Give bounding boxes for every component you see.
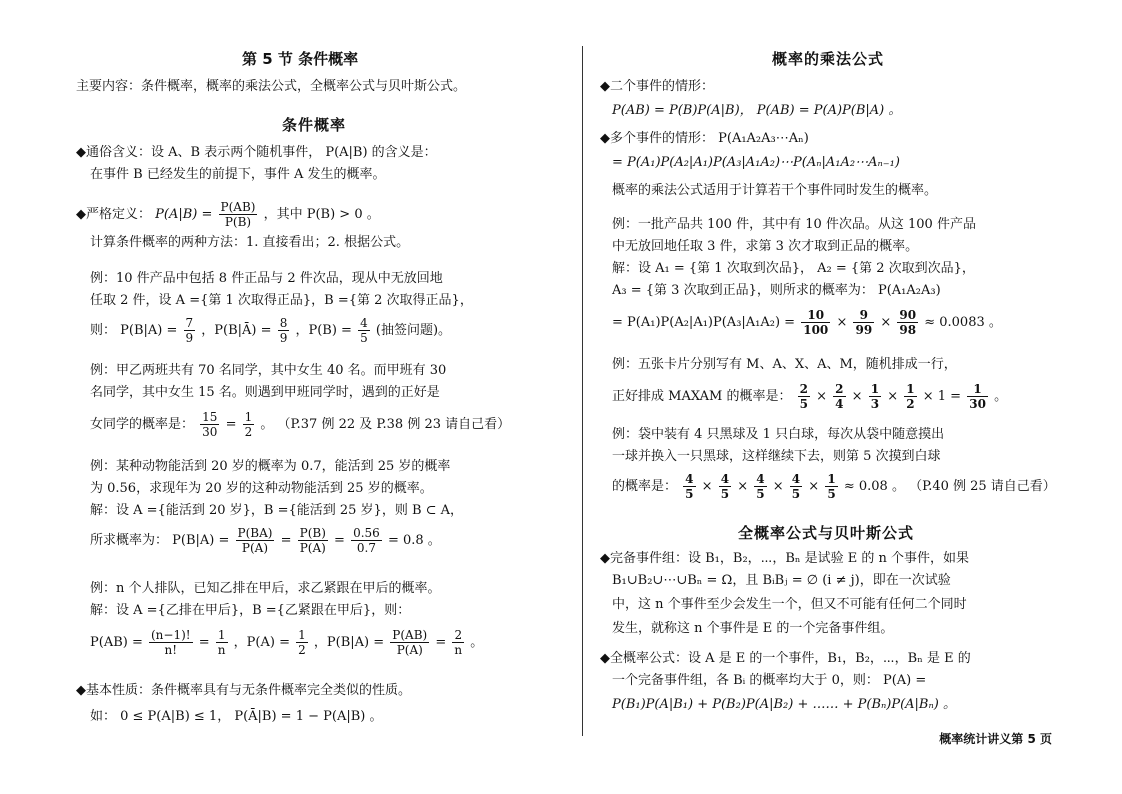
example4-line2: 解：设 A ={乙排在甲后}，B ={乙紧跟在甲后}，则： [90, 603, 411, 618]
example3-line3: 解：设 A ={能活到 20 岁}，B ={能活到 25 岁}，则 B ⊂ A， [90, 503, 464, 518]
example6-line2: 正好排成 MAXAM 的概率是： $\frac{2}{5}$ × $\frac{2}{4}$ × $\frac{1}{3}$ × $\frac{1}{2}$ × 1 = $\frac{1}{30}$ 。 [612, 382, 1008, 411]
total-prob-title: 全概率公式与贝叶斯公式 [738, 524, 915, 542]
example1-line2: 任取 2 件，设 A ={第 1 次取得正品}，B ={第 2 次取得正品}， [90, 293, 473, 308]
total-prob-2: 一个完备事件组，各 Bᵢ 的概率均大于 0，则： P(A) = [612, 673, 927, 688]
example2-line2: 名同学，其中女生 15 名。则遇到甲班同学时，遇到的正好是 [90, 385, 440, 400]
main-content: 主要内容：条件概率，概率的乘法公式，全概率公式与贝叶斯公式。 [76, 79, 467, 94]
two-methods: 计算条件概率的两种方法：1. 直接看出；2. 根据公式。 [90, 235, 410, 250]
example1-line1: 例：10 件产品中包括 8 件正品与 2 件次品，现从中无放回地 [90, 271, 443, 286]
example4-line3: P(AB) = $\frac{(n-1)!}{n!}$ = $\frac{1}{n}$ ，P(A) = $\frac{1}{2}$ ，P(B|A) = $\frac{P(AB)}{P(A)}$ = $\frac{2}{n}$ 。 [90, 628, 484, 657]
example5-line4: A₃ = {第 3 次取到正品}，则所求的概率为： P(A₁A₂A₃) [612, 283, 941, 298]
example2-line3: 女同学的概率是： $\frac{15}{30}$ = $\frac{1}{2}$ 。 （P.37 例 22 及 P.38 例 23 请自己看） [90, 410, 511, 439]
two-events-formula: P(AB) = P(B)P(A|B)， P(AB) = P(A)P(B|A) 。 [612, 103, 902, 118]
strict-def-lhs: P(A|B) = [155, 207, 213, 222]
complete-group-2: B₁∪B₂∪⋯∪Bₙ = Ω，且 BᵢBⱼ = ∅ (i ≠ j)，即在一次试验 [612, 573, 951, 588]
section-title: 第 5 节 条件概率 [242, 50, 359, 68]
popular-meaning-1: ◆通俗含义：设 A、B 表示两个随机事件， P(A|B) 的含义是： [76, 145, 437, 160]
multi-events: ◆多个事件的情形： P(A₁A₂A₃⋯Aₙ) [600, 131, 809, 146]
example5-line2: 中无放回地任取 3 件，求第 3 次才取到正品的概率。 [612, 239, 919, 254]
two-events: ◆二个事件的情形： [600, 79, 714, 94]
strict-definition [76, 200, 380, 229]
total-prob-1: ◆全概率公式：设 A 是 E 的一个事件，B₁，B₂，⋯，Bₙ 是 E 的 [600, 651, 971, 666]
multi-note: 概率的乘法公式适用于计算若干个事件同时发生的概率。 [612, 183, 938, 198]
example2-line1: 例：甲乙两班共有 70 名同学，其中女生 40 名。而甲班有 30 [90, 363, 447, 378]
example6-line1: 例：五张卡片分别写有 M、A、X、A、M，随机排成一行， [612, 357, 957, 372]
strict-def-fraction: $\frac{P(AB)}{P(B)}$ [220, 200, 256, 229]
example1-line3: 则： P(B|A) = $\frac{7}{9}$ ，P(B|Ā) = $\frac{8}{9}$ ，P(B) = $\frac{4}{5}$ (抽签问题)。 [90, 316, 452, 345]
example3-line2: 为 0.56，求现年为 20 岁的这种动物能活到 25 岁的概率。 [90, 481, 433, 496]
example7-line3: 的概率是： $\frac{4}{5}$ × $\frac{4}{5}$ × $\frac{4}{5}$ × $\frac{4}{5}$ × $\frac{1}{5}$ ≈ 0.08 。 （P.40 例 25 请自己看） [612, 472, 1056, 501]
column-divider [582, 46, 583, 736]
example5-line3: 解：设 A₁ = {第 1 次取到次品}， A₂ = {第 2 次取到次品}， [612, 261, 975, 276]
example3-line1: 例：某种动物能活到 20 岁的概率为 0.7，能活到 25 岁的概率 [90, 459, 451, 474]
multi-formula: = P(A₁)P(A₂|A₁)P(A₃|A₁A₂)⋯P(Aₙ|A₁A₂⋯Aₙ₋₁) [612, 155, 900, 170]
example3-line4: 所求概率为： P(B|A) = $\frac{P(BA)}{P(A)}$ = $\frac{P(B)}{P(A)}$ = $\frac{0.56}{0.7}$ = 0.8 。 [90, 526, 441, 555]
multiplication-title: 概率的乘法公式 [772, 50, 885, 68]
example7-line2: 一球并换入一只黑球，这样继续下去，则第 5 次摸到白球 [612, 449, 941, 464]
total-prob-3: P(B₁)P(A|B₁) + P(B₂)P(A|B₂) + …… + P(Bₙ)P(A|Bₙ) 。 [612, 697, 956, 712]
strict-def-prefix: ◆严格定义： [76, 207, 151, 222]
basic-property-1: ◆基本性质：条件概率具有与无条件概率完全类似的性质。 [76, 683, 411, 698]
example4-line1: 例：n 个人排队，已知乙排在甲后，求乙紧跟在甲后的概率。 [90, 581, 441, 596]
complete-group-3: 中，这 n 个事件至少会发生一个，但又不可能有任何二个同时 [612, 597, 967, 612]
example5-line1: 例：一批产品共 100 件，其中有 10 件次品。从这 100 件产品 [612, 217, 976, 232]
example7-line1: 例：袋中装有 4 只黑球及 1 只白球，每次从袋中随意摸出 [612, 427, 945, 442]
page-footer: 概率统计讲义第 5 页 [939, 732, 1052, 746]
basic-property-2: 如： 0 ≤ P(A|B) ≤ 1， P(Ā|B) = 1 − P(A|B) 。 [90, 709, 383, 724]
strict-def-suffix: ，其中 P(B) > 0 。 [263, 207, 380, 222]
popular-meaning-2: 在事件 B 已经发生的前提下，事件 A 发生的概率。 [90, 167, 386, 182]
subtitle-conditional: 条件概率 [282, 116, 347, 134]
example5-line5: = P(A₁)P(A₂|A₁)P(A₃|A₁A₂) = $\frac{10}{100}$ × $\frac{9}{99}$ × $\frac{90}{98}$ ≈ 0.0083 。 [612, 308, 1002, 337]
complete-group-4: 发生，就称这 n 个事件是 E 的一个完备事件组。 [612, 621, 894, 636]
complete-group-1: ◆完备事件组：设 B₁，B₂，⋯，Bₙ 是试验 E 的 n 个事件，如果 [600, 551, 970, 566]
